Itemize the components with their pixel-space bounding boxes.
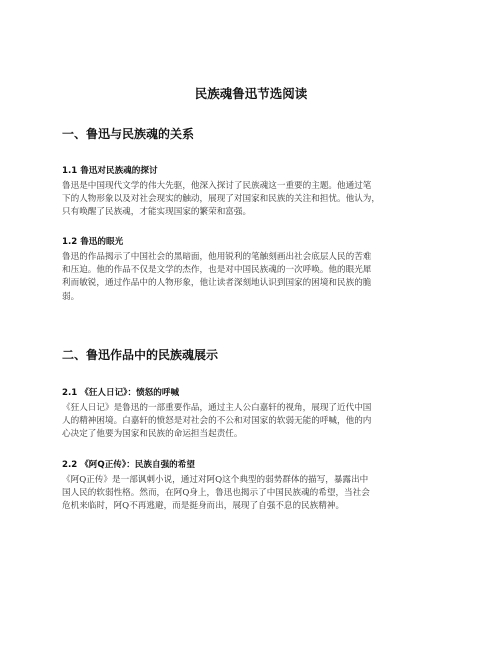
paragraph-line: 《狂人日记》是鲁迅的一部重要作品，通过主人公白嘉轩的视角，展现了近代中国	[62, 403, 372, 413]
paragraph	[62, 402, 434, 442]
paragraph-line: 国人民的软弱性格。然而，在阿Q身上，鲁迅也揭示了中国民族魂的希望，当社会	[62, 488, 370, 499]
paragraph-line: 只有唤醒了民族魂，才能实现国家的繁荣和富强。	[62, 207, 252, 218]
paragraph-line: 利而敏锐，通过作品中的人物形象，他让读者深刻地认识到国家的困境和民族的脆	[62, 278, 372, 289]
section-heading: 一、鲁迅与民族魂的关系	[62, 127, 195, 141]
paragraph	[62, 251, 434, 304]
subsection-heading: 1.1 鲁迅对民族魂的探讨	[62, 166, 158, 176]
section-heading: 二、鲁迅作品中的民族魂展示	[62, 348, 219, 362]
paragraph-line: 鲁迅的作品揭示了中国社会的黑暗面，他用锐利的笔触刻画出社会底层人民的苦难	[62, 252, 372, 262]
subsection-heading: 2.2 《阿Q正传》：民族自强的希望	[62, 460, 195, 470]
subsection-heading: 1.2 鲁迅的眼光	[62, 237, 124, 247]
paragraph	[62, 180, 434, 220]
paragraph-line: 弱。	[62, 291, 80, 302]
document-title: 民族魂鲁迅节选阅读	[194, 86, 308, 101]
paragraph-line: 心决定了他要为国家和民族的命运担当起责任。	[62, 429, 243, 440]
paragraph-line: 人的精神困境。白嘉轩的愤怒是对社会的不公和对国家的软弱无能的呼喊，他的内	[62, 416, 372, 427]
paragraph-line: 和压迫。他的作品不仅是文学的杰作，也是对中国民族魂的一次呼唤。他的眼光犀	[62, 265, 372, 276]
paragraph-line: 下的人物形象以及对社会现实的触动，展现了对国家和民族的关注和担忧。他认为，	[62, 194, 380, 205]
subsection-heading: 2.1 《狂人日记》：愤怒的呼喊	[62, 388, 180, 398]
paragraph-line: 危机来临时，阿Q不再逃避，而是挺身而出，展现了自强不息的民族精神。	[62, 501, 345, 512]
paragraph	[62, 474, 434, 514]
paragraph-line: 《阿Q正传》是一部讽刺小说，通过对阿Q这个典型的弱势群体的描写，暴露出中	[62, 475, 369, 485]
paragraph-line: 鲁迅是中国现代文学的伟大先驱，他深入探讨了民族魂这一重要的主题。他通过笔	[62, 181, 372, 191]
